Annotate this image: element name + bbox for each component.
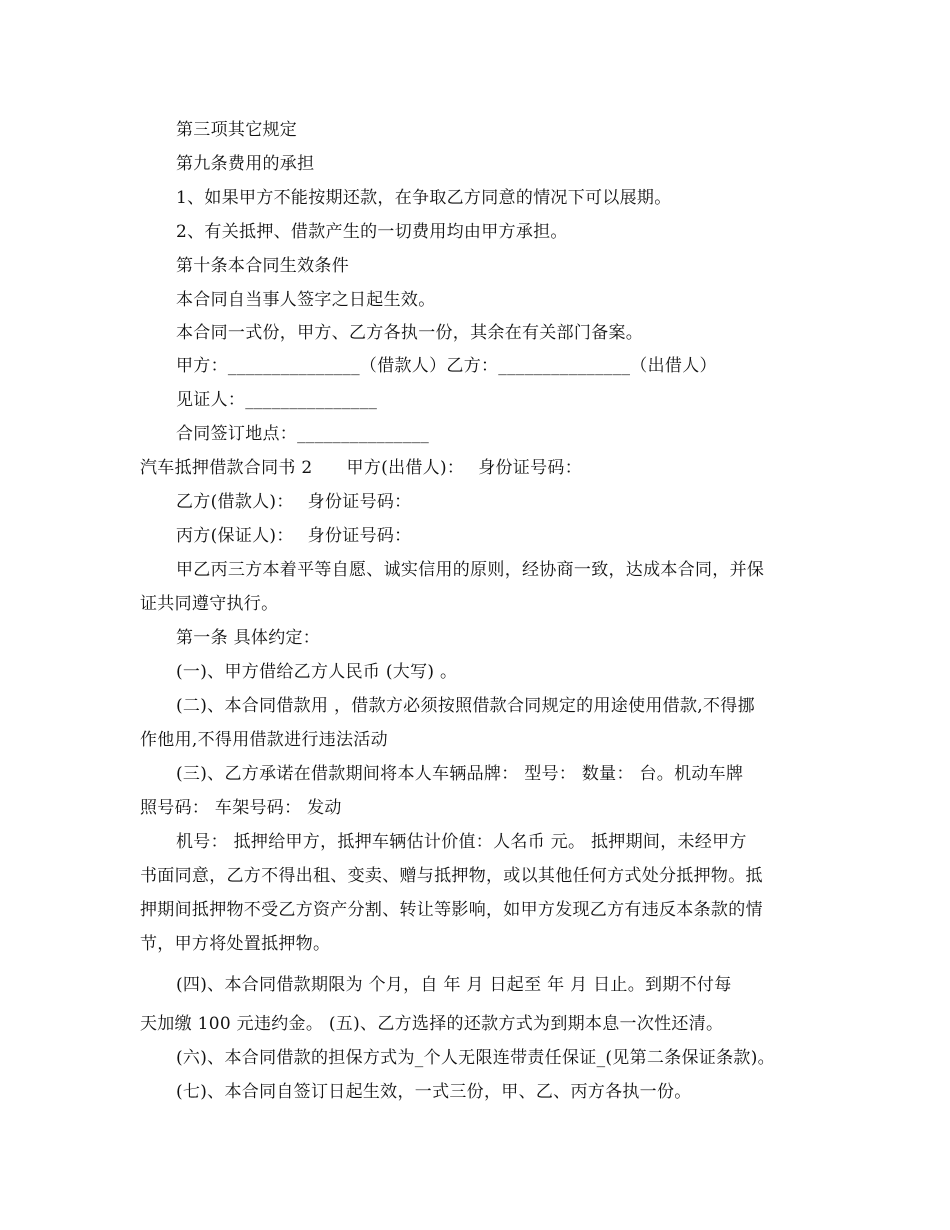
party-b-label: 乙方(借款人)： [176,492,294,512]
clause: (二)、本合同借款用 ，借款方必须按照借款合同规定的用途使用借款,不得挪 [176,696,755,716]
clause: 书面同意，乙方不得出租、变卖、赠与抵押物，或以其他任何方式处分抵押物。抵 [140,866,763,886]
party-c-row [176,525,411,547]
clause: (一)、甲方借给乙方人民币 (大写) 。 [176,662,458,682]
clause: 作他用,不得用借款进行违法活动 [140,730,388,750]
party-b-id-label: 身份证号码： [307,492,412,512]
party-b-row [176,491,411,513]
party-a-label: 甲方(出借人)： [346,458,465,478]
clause: 天加缴 100 元违约金。 (五)、乙方选择的还款方式为到期本息一次性还清。 [140,1014,724,1034]
clause: 照号码： 车架号码： 发动 [140,798,342,818]
contract-title-row [140,457,582,479]
party-c-id-label: 身份证号码： [307,526,412,546]
clause: (七)、本合同自签订日起生效，一式三份，甲、乙、丙方各执一份。 [176,1082,692,1102]
paragraph: 证共同遵守执行。 [140,594,279,614]
clause: (六)、本合同借款的担保方式为_个人无限连带责任保证_(见第二条保证条款)。 [176,1048,775,1068]
article-heading: 第九条费用的承担 [176,154,315,174]
signature-line: 甲方：_______________（借款人）乙方：_______________（出借人） [176,356,717,376]
contract-title: 汽车抵押借款合同书 2 [140,458,313,478]
paragraph: 2、有关抵押、借款产生的一切费用均由甲方承担。 [176,222,568,242]
witness-line: 见证人：_______________ [176,390,378,410]
paragraph: 甲乙丙三方本着平等自愿、诚实信用的原则，经协商一致，达成本合同，并保 [176,560,765,580]
paragraph: 本合同自当事人签字之日起生效。 [176,290,436,310]
party-a-id-label: 身份证号码： [478,458,583,478]
article-heading: 第一条 具体约定： [176,628,321,648]
clause: 机号： 抵押给甲方，抵押车辆估计价值：人名币 元。 抵押期间，未经甲方 [176,832,747,852]
article-heading: 第十条本合同生效条件 [176,256,349,276]
paragraph: 1、如果甲方不能按期还款，在争取乙方同意的情况下可以展期。 [176,188,672,208]
party-c-label: 丙方(保证人)： [176,526,294,546]
clause: (四)、本合同借款期限为 个月，自 年 月 日起至 年 月 日止。到期不付每 [176,975,732,995]
clause: (三)、乙方承诺在借款期间将本人车辆品牌： 型号： 数量： 台。机动车牌 [176,764,744,784]
clause: 节，甲方将处置抵押物。 [140,934,331,954]
section-heading: 第三项其它规定 [176,120,298,140]
signing-place-line: 合同签订地点：_______________ [176,424,430,444]
clause: 押期间抵押物不受乙方资产分割、转让等影响，如甲方发现乙方有违反本条款的情 [140,900,763,920]
paragraph: 本合同一式份，甲方、乙方各执一份，其余在有关部门备案。 [176,323,644,343]
